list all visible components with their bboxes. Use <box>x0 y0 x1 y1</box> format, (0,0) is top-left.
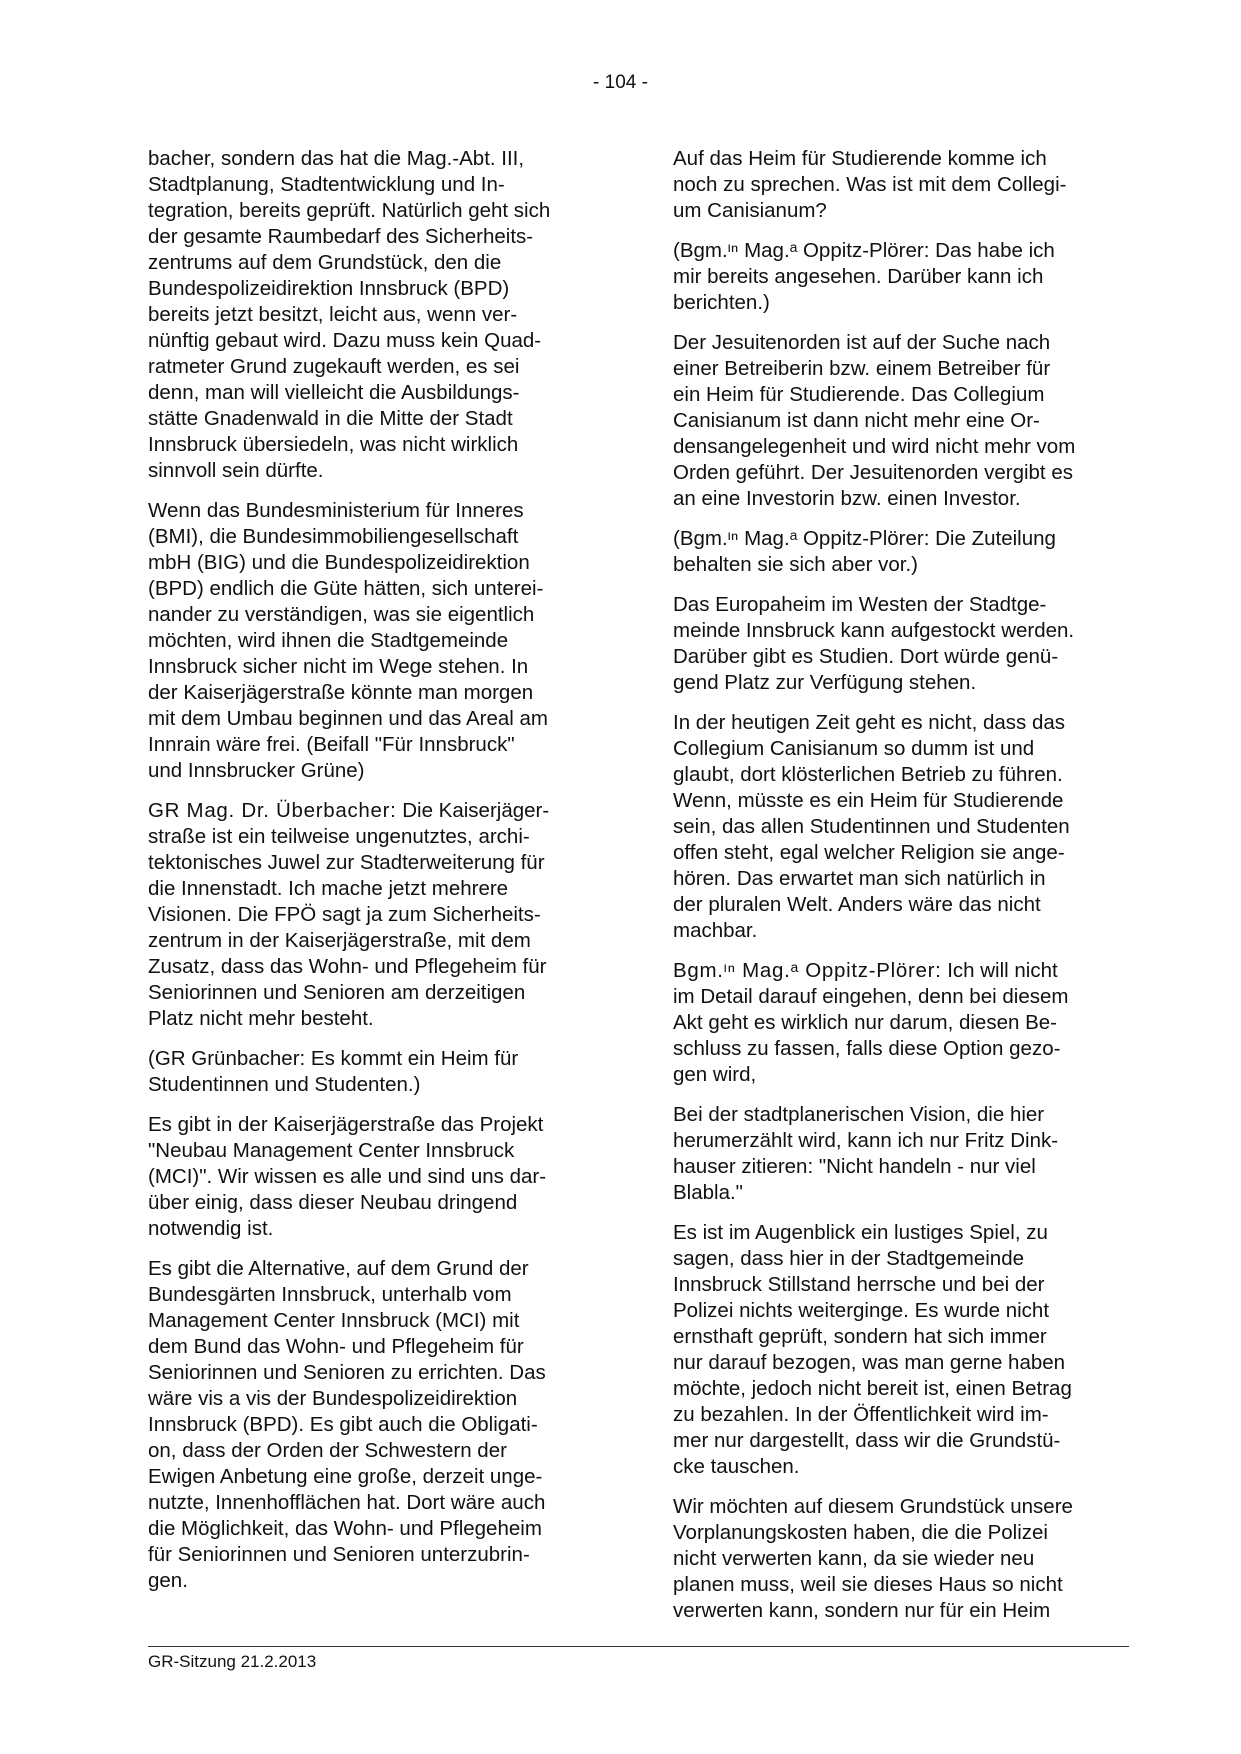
speech-paragraph <box>148 798 598 1032</box>
paragraph: bacher, sondern das hat die Mag.-Abt. III, Stadtplanung, Stadtentwicklung und In- tegration, bereits geprüft. Natürlich geht sich der gesamte Raumbedarf des Sicherheits- zentrums auf dem Grundstück, den die Bundespolizeidirektion Innsbruck (BPD) bereits jetzt besitzt, leicht aus, wenn ver- nünftig gebaut wird. Dazu muss kein Quad- ratmeter Grund zugekauft werden, es sei denn, man will vielleicht die Ausbildungs- stätte Gnadenwald in die Mitte der Stadt Innsbruck übersiedeln, was nicht wirklich sinnvoll sein dürfte. <box>148 147 551 482</box>
speech-paragraph <box>673 958 1133 1088</box>
page-number: - 104 - <box>593 72 648 93</box>
right-column <box>673 146 1133 1638</box>
paragraph: Das Europaheim im Westen der Stadtge- meinde Innsbruck kann aufgestockt werden. Darüber gibt es Studien. Dort würde genü- gend Platz zur Verfügung stehen. <box>673 593 1075 694</box>
speech-text: Die Kaiserjäger- straße ist ein teilweise ungenutztes, archi- tektonisches Juwel zur Stadterweiterung für die Innenstadt. Ich mache jetzt mehrere Visionen. Die FPÖ sagt ja zum Sicherheits- zentrum in der Kaiserjägerstraße, mit dem Zusatz, dass das Wohn- und Pflegeheim für Seniorinnen und Senioren am derzeitigen Platz nicht mehr besteht. <box>148 799 550 1030</box>
speech-text: Ich will nicht im Detail darauf eingehen, denn bei diesem Akt geht es wirklich nur darum, diesen Be- schluss zu fassen, falls diese Option gezo- gen wird, <box>673 959 1069 1086</box>
interjection: (Bgm.ᶦⁿ Mag.ᵃ Oppitz-Plörer: Das habe ich mir bereits angesehen. Darüber kann ich berichten.) <box>673 239 1055 314</box>
paragraph: Wir möchten auf diesem Grundstück unsere Vorplanungskosten haben, die die Polizei nicht verwerten kann, da sie wieder neu planen muss, weil sie dieses Haus so nicht verwerten kann, sondern nur für ein Heim <box>673 1495 1073 1622</box>
paragraph: Es gibt in der Kaiserjägerstraße das Projekt "Neubau Management Center Innsbruck (MCI)". Wir wissen es alle und sind uns dar- über einig, dass dieser Neubau dringend notwendig ist. <box>148 1113 547 1240</box>
footer-session-date: GR-Sitzung 21.2.2013 <box>148 1652 317 1671</box>
paragraph: Wenn das Bundesministerium für Inneres (BMI), die Bundesimmobiliengesellschaft mbH (BIG) und die Bundespolizeidirektion (BPD) endlich die Güte hätten, sich unterei- nander zu verständigen, was sie eigentlich möchten, wird ihnen die Stadtgemeinde Innsbruck sicher nicht im Wege stehen. In der Kaiserjägerstraße könnte man morgen mit dem Umbau beginnen und das Areal am Innrain wäre frei. (Beifall "Für Innsbruck" und Innsbrucker Grüne) <box>148 499 548 782</box>
paragraph: Es ist im Augenblick ein lustiges Spiel, zu sagen, dass hier in der Stadtgemeinde Innsbruck Stillstand herrsche und bei der Polizei nichts weiterginge. Es wurde nicht ernsthaft geprüft, sondern hat sich immer nur darauf bezogen, was man gerne haben möchte, jedoch nicht bereit ist, einen Betrag zu bezahlen. In der Öffentlichkeit wird im- mer nur dargestellt, dass wir die Grundstü- cke tauschen. <box>673 1221 1072 1478</box>
paragraph: Der Jesuitenorden ist auf der Suche nach einer Betreiberin bzw. einem Betreiber für ein Heim für Studierende. Das Collegium Canisianum ist dann nicht mehr eine Or- densangelegenheit und wird nicht mehr vom Orden geführt. Der Jesuitenorden vergibt es an eine Investorin bzw. einen Investor. <box>673 331 1076 510</box>
footer-divider <box>148 1646 1129 1647</box>
speaker-name: Bgm.ᶦⁿ Mag.ᵃ Oppitz-Plörer: <box>673 959 942 982</box>
left-column <box>148 146 598 1608</box>
speaker-name: GR Mag. Dr. Überbacher: <box>148 799 397 822</box>
paragraph: Es gibt die Alternative, auf dem Grund der Bundesgärten Innsbruck, unterhalb vom Management Center Innsbruck (MCI) mit dem Bund das Wohn- und Pflegeheim für Seniorinnen und Senioren zu errichten. Das wäre vis a vis der Bundespolizeidirektion Innsbruck (BPD). Es gibt auch die Obligati- on, dass der Orden der Schwestern der Ewigen Anbetung eine große, derzeit unge- nutzte, Innenhofflächen hat. Dort wäre auch die Möglichkeit, das Wohn- und Pflegeheim für Seniorinnen und Senioren unterzubrin- gen. <box>148 1257 546 1592</box>
paragraph: In der heutigen Zeit geht es nicht, dass das Collegium Canisianum so dumm ist und glaubt, dort klösterlichen Betrieb zu führen. Wenn, müsste es ein Heim für Studierende sein, das allen Studentinnen und Studenten offen steht, egal welcher Religion sie ange- hören. Das erwartet man sich natürlich in der pluralen Welt. Anders wäre das nicht machbar. <box>673 711 1070 942</box>
paragraph: Bei der stadtplanerischen Vision, die hier herumerzählt wird, kann ich nur Fritz Dink- hauser zitieren: "Nicht handeln - nur viel Blabla." <box>673 1103 1059 1204</box>
interjection: (GR Grünbacher: Es kommt ein Heim für Studentinnen und Studenten.) <box>148 1047 519 1096</box>
interjection: (Bgm.ᶦⁿ Mag.ᵃ Oppitz-Plörer: Die Zuteilung behalten sie sich aber vor.) <box>673 527 1056 576</box>
paragraph: Auf das Heim für Studierende komme ich noch zu sprechen. Was ist mit dem Collegi- um Canisianum? <box>673 147 1067 222</box>
